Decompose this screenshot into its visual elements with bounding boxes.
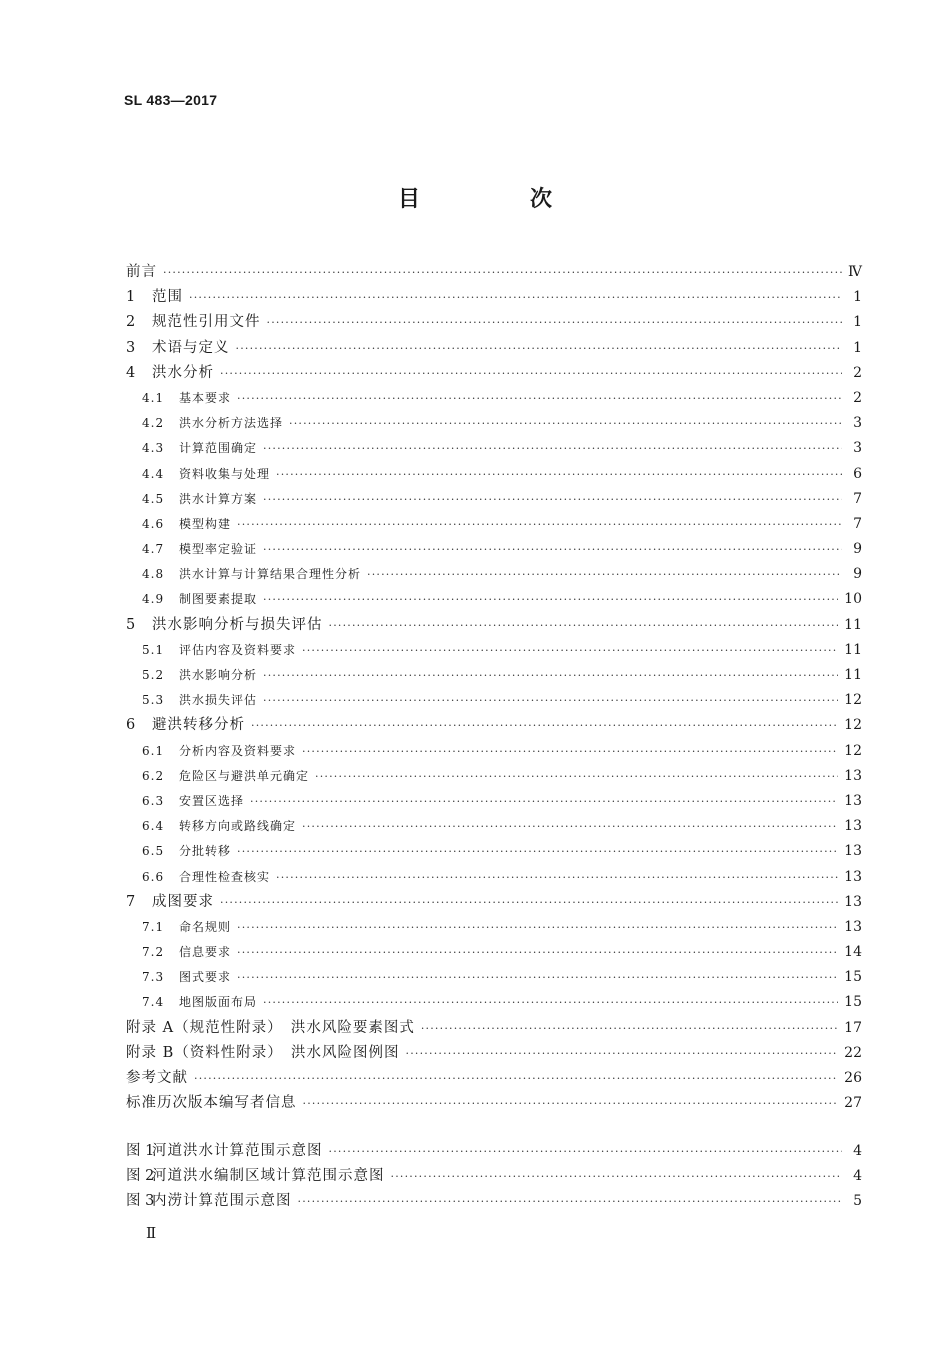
figure-entry-page: 4 xyxy=(853,1168,862,1185)
toc-entry-page: 11 xyxy=(844,616,862,633)
toc-entry-label: 前言 xyxy=(126,264,157,280)
toc-entry-page: 7 xyxy=(853,490,862,507)
toc-subsection-entry[interactable] xyxy=(126,688,862,713)
figure-entry[interactable] xyxy=(126,1189,862,1214)
toc-subsection-entry[interactable] xyxy=(126,512,862,537)
dot-leader xyxy=(276,462,842,487)
toc-entry-page: Ⅳ xyxy=(848,264,862,280)
toc-entry-label: 信息要求 xyxy=(179,945,232,960)
toc-subsection-entry[interactable] xyxy=(126,839,862,864)
toc-entry-page: 3 xyxy=(853,440,862,457)
toc-entry-page: 2 xyxy=(853,389,862,406)
toc-entry[interactable] xyxy=(126,1091,862,1116)
toc-entry-label: 安置区选择 xyxy=(179,793,245,808)
toc-entry-number: 7.1 xyxy=(142,919,165,934)
toc-entry-number: 4.5 xyxy=(142,491,165,506)
toc-entry-label: 资料收集与处理 xyxy=(179,466,271,481)
toc-entry-label: 参考文献 xyxy=(126,1070,188,1086)
dot-leader xyxy=(237,940,838,965)
toc-entry-number: 4.2 xyxy=(142,416,165,431)
figure-entry-number: 图 3 xyxy=(126,1193,155,1210)
toc-subsection-entry[interactable] xyxy=(126,638,862,663)
toc-entry-page: 3 xyxy=(853,415,862,432)
toc-subsection-entry[interactable] xyxy=(126,411,862,436)
toc-entry-number: 6.2 xyxy=(142,768,165,783)
toc-entry-label: 术语与定义 xyxy=(152,339,230,356)
toc-entry-number: 7 xyxy=(126,893,136,910)
toc-entry-page: 26 xyxy=(844,1070,862,1086)
page-title: 目 次 xyxy=(397,187,596,212)
figure-entry[interactable] xyxy=(126,1164,862,1189)
toc-entry-page: 2 xyxy=(853,364,862,381)
dot-leader xyxy=(251,713,838,738)
dot-leader xyxy=(406,1041,839,1066)
dot-leader xyxy=(236,336,843,361)
dot-leader xyxy=(302,814,838,839)
toc-subsection-entry[interactable] xyxy=(126,587,862,612)
dot-leader xyxy=(194,1066,838,1091)
dot-leader xyxy=(220,890,838,915)
toc-entry-number: 7.4 xyxy=(142,995,165,1010)
toc-subsection-entry[interactable] xyxy=(126,990,862,1015)
figure-entry[interactable] xyxy=(126,1139,862,1164)
toc-entry-label: 分批转移 xyxy=(179,844,232,859)
toc-subsection-entry[interactable] xyxy=(126,663,862,688)
dot-leader xyxy=(220,361,842,386)
toc-entry-page: 15 xyxy=(844,969,862,986)
toc-entry-number: 6.4 xyxy=(142,819,165,834)
toc-entry-label: 附录 B（资料性附录） 洪水风险图例图 xyxy=(126,1044,400,1061)
toc-entry-label: 命名规则 xyxy=(179,919,232,934)
toc-entry-page: 17 xyxy=(844,1019,862,1036)
toc-entry-page: 14 xyxy=(844,944,862,961)
toc-entry-label: 制图要素提取 xyxy=(179,592,258,607)
toc-subsection-entry[interactable] xyxy=(126,814,862,839)
dot-leader xyxy=(237,915,838,940)
toc-entry-page: 13 xyxy=(844,918,862,935)
toc-entry-page: 9 xyxy=(853,566,862,583)
toc-entry-number: 2 xyxy=(126,314,136,331)
toc-entry-number: 6 xyxy=(126,717,136,734)
toc-subsection-entry[interactable] xyxy=(126,965,862,990)
figure-entry-label: 河道洪水编制区域计算范围示意图 xyxy=(152,1168,385,1185)
toc-entry-label: 附录 A（规范性附录） 洪水风险要素图式 xyxy=(126,1019,415,1036)
toc-entry-page: 13 xyxy=(844,818,862,835)
figure-entry-label: 河道洪水计算范围示意图 xyxy=(152,1143,323,1159)
toc-subsection-entry[interactable] xyxy=(126,487,862,512)
toc-entry-label: 洪水计算方案 xyxy=(179,491,258,506)
toc-entry-number: 5.1 xyxy=(142,642,165,657)
toc-entry-label: 危险区与避洪单元确定 xyxy=(179,768,310,783)
toc-entry-number: 4.1 xyxy=(142,390,165,405)
dot-leader xyxy=(289,411,842,436)
toc-entry-number: 4.9 xyxy=(142,592,165,607)
toc-entry-number: 4.7 xyxy=(142,542,165,557)
toc-entry-label: 成图要求 xyxy=(152,893,214,910)
dot-leader xyxy=(263,990,838,1015)
figure-entry-number: 图 2 xyxy=(126,1168,155,1185)
toc-entry-label: 分析内容及资料要求 xyxy=(179,743,297,758)
toc-subsection-entry[interactable] xyxy=(126,865,862,890)
toc-entry-label: 洪水影响分析 xyxy=(179,668,258,682)
dot-leader xyxy=(237,386,842,411)
dot-leader xyxy=(329,613,839,638)
toc-entry-page: 12 xyxy=(844,692,862,709)
toc-entry-page: 13 xyxy=(844,843,862,860)
toc-entry[interactable] xyxy=(126,713,862,738)
toc-subsection-entry[interactable] xyxy=(126,915,862,940)
toc-entry[interactable] xyxy=(126,310,862,335)
toc-subsection-entry[interactable] xyxy=(126,436,862,461)
toc-entry-page: 12 xyxy=(844,742,862,759)
toc-subsection-entry[interactable] xyxy=(126,386,862,411)
toc-entry-label: 计算范围确定 xyxy=(179,441,258,456)
dot-leader xyxy=(315,764,838,789)
dot-leader xyxy=(189,285,842,310)
dot-leader xyxy=(237,965,838,990)
toc-entry-number: 6.1 xyxy=(142,743,165,758)
dot-leader xyxy=(163,260,842,285)
dot-leader xyxy=(250,789,838,814)
toc-entry-label: 洪水损失评估 xyxy=(179,693,258,708)
dot-leader xyxy=(276,865,838,890)
toc-entry-page: 22 xyxy=(844,1044,862,1061)
toc-entry-label: 洪水计算与计算结果合理性分析 xyxy=(179,567,362,582)
toc-entry-page: 13 xyxy=(844,792,862,809)
figure-entry-page: 5 xyxy=(853,1193,862,1210)
toc-entry[interactable] xyxy=(126,613,862,638)
dot-leader xyxy=(263,663,838,688)
toc-entry-label: 标准历次版本编写者信息 xyxy=(126,1095,297,1112)
dot-leader xyxy=(391,1164,843,1189)
figure-entry-label: 内涝计算范围示意图 xyxy=(152,1193,292,1210)
figure-entry-number: 图 1 xyxy=(126,1143,155,1159)
dot-leader xyxy=(298,1189,843,1214)
toc-subsection-entry[interactable] xyxy=(126,789,862,814)
toc-entry-number: 4.3 xyxy=(142,441,165,456)
toc-entry-label: 规范性引用文件 xyxy=(152,314,261,331)
toc-entry-page: 13 xyxy=(844,767,862,784)
toc-entry[interactable] xyxy=(126,1066,862,1091)
toc-entry-page: 13 xyxy=(844,893,862,910)
dot-leader xyxy=(237,839,838,864)
toc-entry-page: 13 xyxy=(844,868,862,885)
toc-entry-number: 3 xyxy=(126,339,136,356)
toc-entry[interactable] xyxy=(126,890,862,915)
toc-entry-number: 6.3 xyxy=(142,793,165,808)
dot-leader xyxy=(302,739,838,764)
toc-entry-number: 5.2 xyxy=(142,668,165,682)
toc-entry-page: 12 xyxy=(844,717,862,734)
toc-entry-page: 27 xyxy=(844,1095,862,1112)
toc-entry[interactable] xyxy=(126,1016,862,1041)
toc-entry[interactable] xyxy=(126,260,862,285)
dot-leader xyxy=(367,562,842,587)
toc-entry-page: 9 xyxy=(853,541,862,558)
toc-entry-number: 4 xyxy=(126,364,136,381)
dot-leader xyxy=(263,587,838,612)
toc-subsection-entry[interactable] xyxy=(126,537,862,562)
dot-leader xyxy=(263,537,842,562)
toc-entry-label: 地图版面布局 xyxy=(179,995,258,1010)
toc-entry-page: 7 xyxy=(853,515,862,532)
toc-entry-page: 11 xyxy=(844,641,862,658)
figure-entry-page: 4 xyxy=(853,1143,862,1159)
standard-code: SL 483—2017 xyxy=(124,92,218,108)
toc-entry-number: 4.4 xyxy=(142,466,165,481)
dot-leader xyxy=(329,1139,843,1164)
toc-entry-page: 1 xyxy=(853,314,862,331)
toc-entry-page: 6 xyxy=(853,465,862,482)
dot-leader xyxy=(303,1091,839,1116)
toc-entry-number: 1 xyxy=(126,289,136,306)
toc-entry-label: 基本要求 xyxy=(179,390,232,405)
toc-subsection-entry[interactable] xyxy=(126,940,862,965)
toc-entry-number: 4.8 xyxy=(142,567,165,582)
toc-entry[interactable] xyxy=(126,1041,862,1066)
toc-entry-number: 5.3 xyxy=(142,693,165,708)
toc-entry-number: 6.5 xyxy=(142,844,165,859)
toc-entry-label: 洪水分析 xyxy=(152,364,214,381)
toc-entry-label: 转移方向或路线确定 xyxy=(179,819,297,834)
toc-entry-number: 4.6 xyxy=(142,516,165,531)
toc-entry-label: 避洪转移分析 xyxy=(152,717,245,734)
figure-list xyxy=(126,1139,862,1215)
toc-entry-page: 1 xyxy=(853,289,862,306)
toc-entry-page: 15 xyxy=(844,994,862,1011)
dot-leader xyxy=(263,436,842,461)
toc-entry-label: 模型率定验证 xyxy=(179,542,258,557)
toc-entry-page: 1 xyxy=(853,339,862,356)
dot-leader xyxy=(267,310,843,335)
table-of-contents xyxy=(126,260,862,1116)
dot-leader xyxy=(263,487,842,512)
toc-entry-page: 10 xyxy=(844,591,862,608)
toc-entry-label: 合理性检查核实 xyxy=(179,869,271,884)
toc-entry-label: 洪水分析方法选择 xyxy=(179,416,284,431)
toc-entry[interactable] xyxy=(126,361,862,386)
toc-entry-label: 范围 xyxy=(152,289,183,306)
toc-subsection-entry[interactable] xyxy=(126,462,862,487)
toc-entry-label: 洪水影响分析与损失评估 xyxy=(152,616,323,633)
page-number: Ⅱ xyxy=(146,1224,157,1242)
toc-entry-label: 模型构建 xyxy=(179,516,232,531)
dot-leader xyxy=(263,688,838,713)
toc-entry-label: 图式要求 xyxy=(179,970,232,985)
toc-entry-number: 6.6 xyxy=(142,869,165,884)
toc-subsection-entry[interactable] xyxy=(126,562,862,587)
toc-entry-number: 7.3 xyxy=(142,970,165,985)
dot-leader xyxy=(237,512,842,537)
toc-entry[interactable] xyxy=(126,336,862,361)
toc-subsection-entry[interactable] xyxy=(126,764,862,789)
toc-subsection-entry[interactable] xyxy=(126,739,862,764)
toc-entry-page: 11 xyxy=(844,667,862,683)
toc-entry-number: 5 xyxy=(126,616,136,633)
dot-leader xyxy=(302,638,838,663)
toc-entry-label: 评估内容及资料要求 xyxy=(179,642,297,657)
toc-entry[interactable] xyxy=(126,285,862,310)
toc-entry-number: 7.2 xyxy=(142,945,165,960)
dot-leader xyxy=(421,1016,838,1041)
